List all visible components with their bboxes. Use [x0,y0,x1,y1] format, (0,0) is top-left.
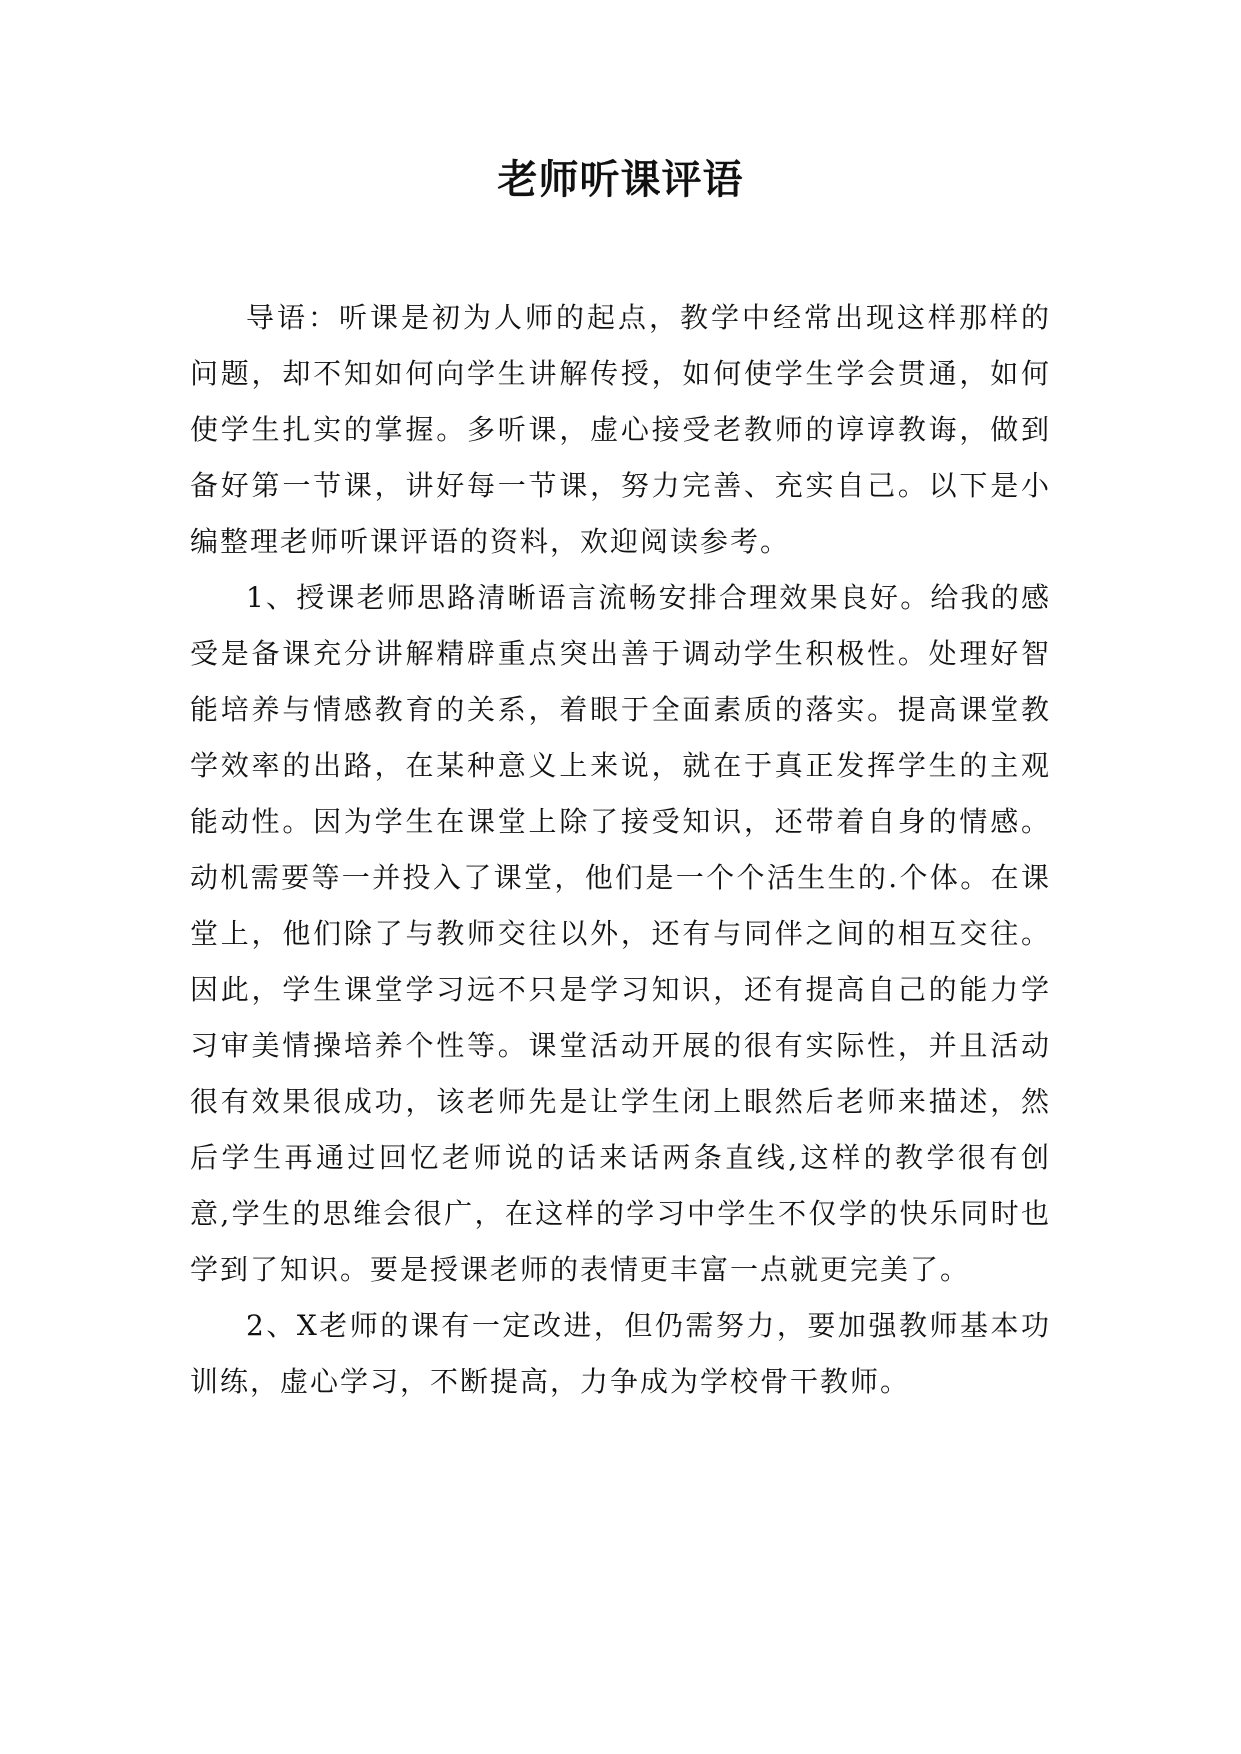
document-title: 老师听课评语 [497,157,744,203]
document-body [190,290,1051,1410]
intro-paragraph: 导语：听课是初为人师的起点，教学中经常出现这样那样的问题，却不知如何向学生讲解传授，如何使学生学会贯通，如何使学生扎实的掌握。多听课，虚心接受老教师的谆谆教诲，做到备好第一节课，讲好每一节课，努力完善、充实自己。以下是小编整理老师听课评语的资料，欢迎阅读参考。 [190,301,1051,558]
comment-paragraph-1: 1、授课老师思路清晰语言流畅安排合理效果良好。给我的感受是备课充分讲解精辟重点突出善于调动学生积极性。处理好智能培养与情感教育的关系，着眼于全面素质的落实。提高课堂教学效率的出路，在某种意义上来说，就在于真正发挥学生的主观能动性。因为学生在课堂上除了接受知识，还带着自身的情感。动机需要等一并投入了课堂，他们是一个个活生生的.个体。在课堂上，他们除了与教师交往以外，还有与同伴之间的相互交往。因此，学生课堂学习远不只是学习知识，还有提高自己的能力学习审美情操培养个性等。课堂活动开展的很有实际性，并且活动很有效果很成功，该老师先是让学生闭上眼然后老师来描述，然后学生再通过回忆老师说的话来话两条直线,这样的教学很有创意,学生的思维会很广，在这样的学习中学生不仅学的快乐同时也学到了知识。要是授课老师的表情更丰富一点就更完美了。 [190,581,1051,1286]
comment-paragraph-2: 2、X老师的课有一定改进，但仍需努力，要加强教师基本功训练，虚心学习，不断提高，力争成为学校骨干教师。 [190,1309,1051,1398]
